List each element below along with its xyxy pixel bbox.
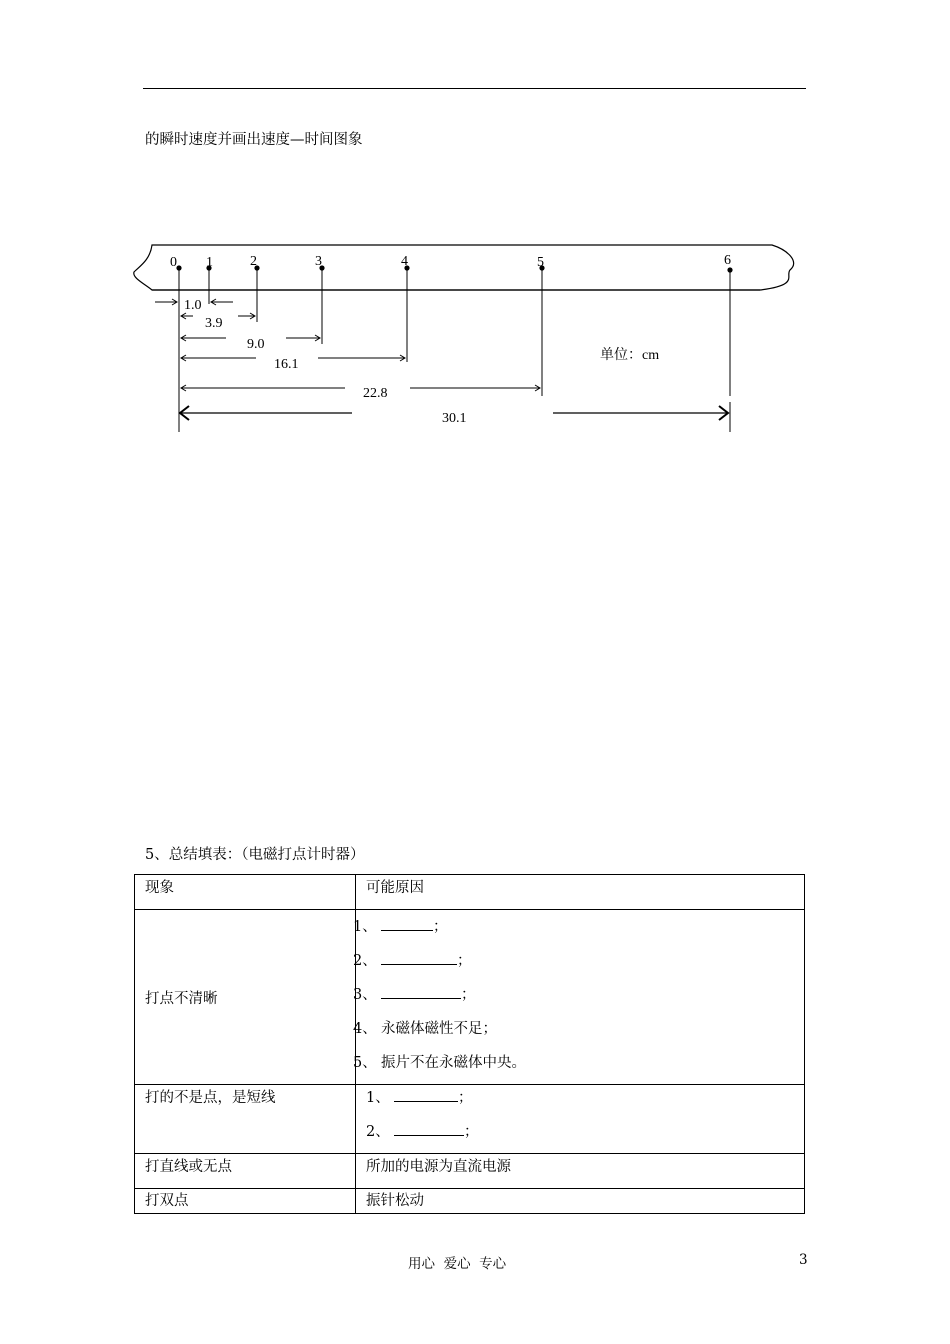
distance-label-5: 22.8	[363, 386, 388, 401]
cause-line: 4、 永磁体磁性不足；	[353, 1021, 497, 1037]
intro-text: 的瞬时速度并画出速度—时间图象	[145, 132, 363, 148]
table-row	[135, 1085, 805, 1154]
point-label-6: 6	[724, 253, 731, 268]
cause-line: 2、 ；	[353, 948, 804, 982]
distance-label-1: 1.0	[184, 298, 202, 313]
answer-blank[interactable]	[394, 1086, 458, 1102]
point-label-0: 0	[170, 255, 177, 270]
row-phenomenon: 打的不是点，是短线	[135, 1085, 356, 1154]
summary-table	[134, 874, 805, 1214]
point-label-4: 4	[401, 254, 408, 269]
header-cause: 可能原因	[356, 875, 805, 910]
answer-blank[interactable]	[381, 949, 457, 965]
table-row	[135, 1154, 805, 1189]
page-number: 3	[799, 1252, 808, 1268]
answer-blank[interactable]	[394, 1120, 464, 1136]
answer-blank[interactable]	[381, 983, 461, 999]
paper-tape-diagram	[0, 0, 950, 460]
cause-line: 3、 ；	[353, 982, 804, 1016]
unit-label: 单位：cm	[600, 348, 660, 363]
tape-outline	[134, 245, 794, 290]
table-header-row	[135, 875, 805, 910]
cause-line: 2、 ；	[366, 1119, 804, 1153]
row-phenomenon: 打直线或无点	[135, 1154, 356, 1189]
footer-text: 用心 爱心 专心	[408, 1256, 507, 1272]
row-phenomenon: 打点不清晰	[135, 910, 356, 1085]
row-causes	[353, 910, 805, 1085]
row-causes: 所加的电源为直流电源	[356, 1154, 805, 1189]
table-row	[135, 910, 805, 1085]
summary-title: 5、总结填表：（电磁打点计时器）	[145, 847, 365, 863]
cause-line: 1、 ；	[366, 1085, 804, 1119]
table-row	[135, 1189, 805, 1214]
row-causes	[356, 1085, 805, 1154]
point-label-5: 5	[537, 255, 544, 270]
cause-line: 1、 ；	[353, 914, 804, 948]
answer-blank[interactable]	[381, 915, 433, 931]
row-causes: 振针松动	[356, 1189, 805, 1214]
point-label-3: 3	[315, 254, 322, 269]
distance-label-4: 16.1	[274, 357, 299, 372]
distance-label-3: 9.0	[247, 337, 265, 352]
distance-label-2: 3.9	[205, 316, 223, 331]
point-label-2: 2	[250, 254, 257, 269]
point-label-1: 1	[206, 255, 213, 270]
row-phenomenon: 打双点	[135, 1189, 356, 1214]
header-phenomenon: 现象	[135, 875, 356, 910]
distance-label-6: 30.1	[442, 411, 467, 426]
cause-line: 5、 振片不在永磁体中央。	[353, 1055, 526, 1071]
